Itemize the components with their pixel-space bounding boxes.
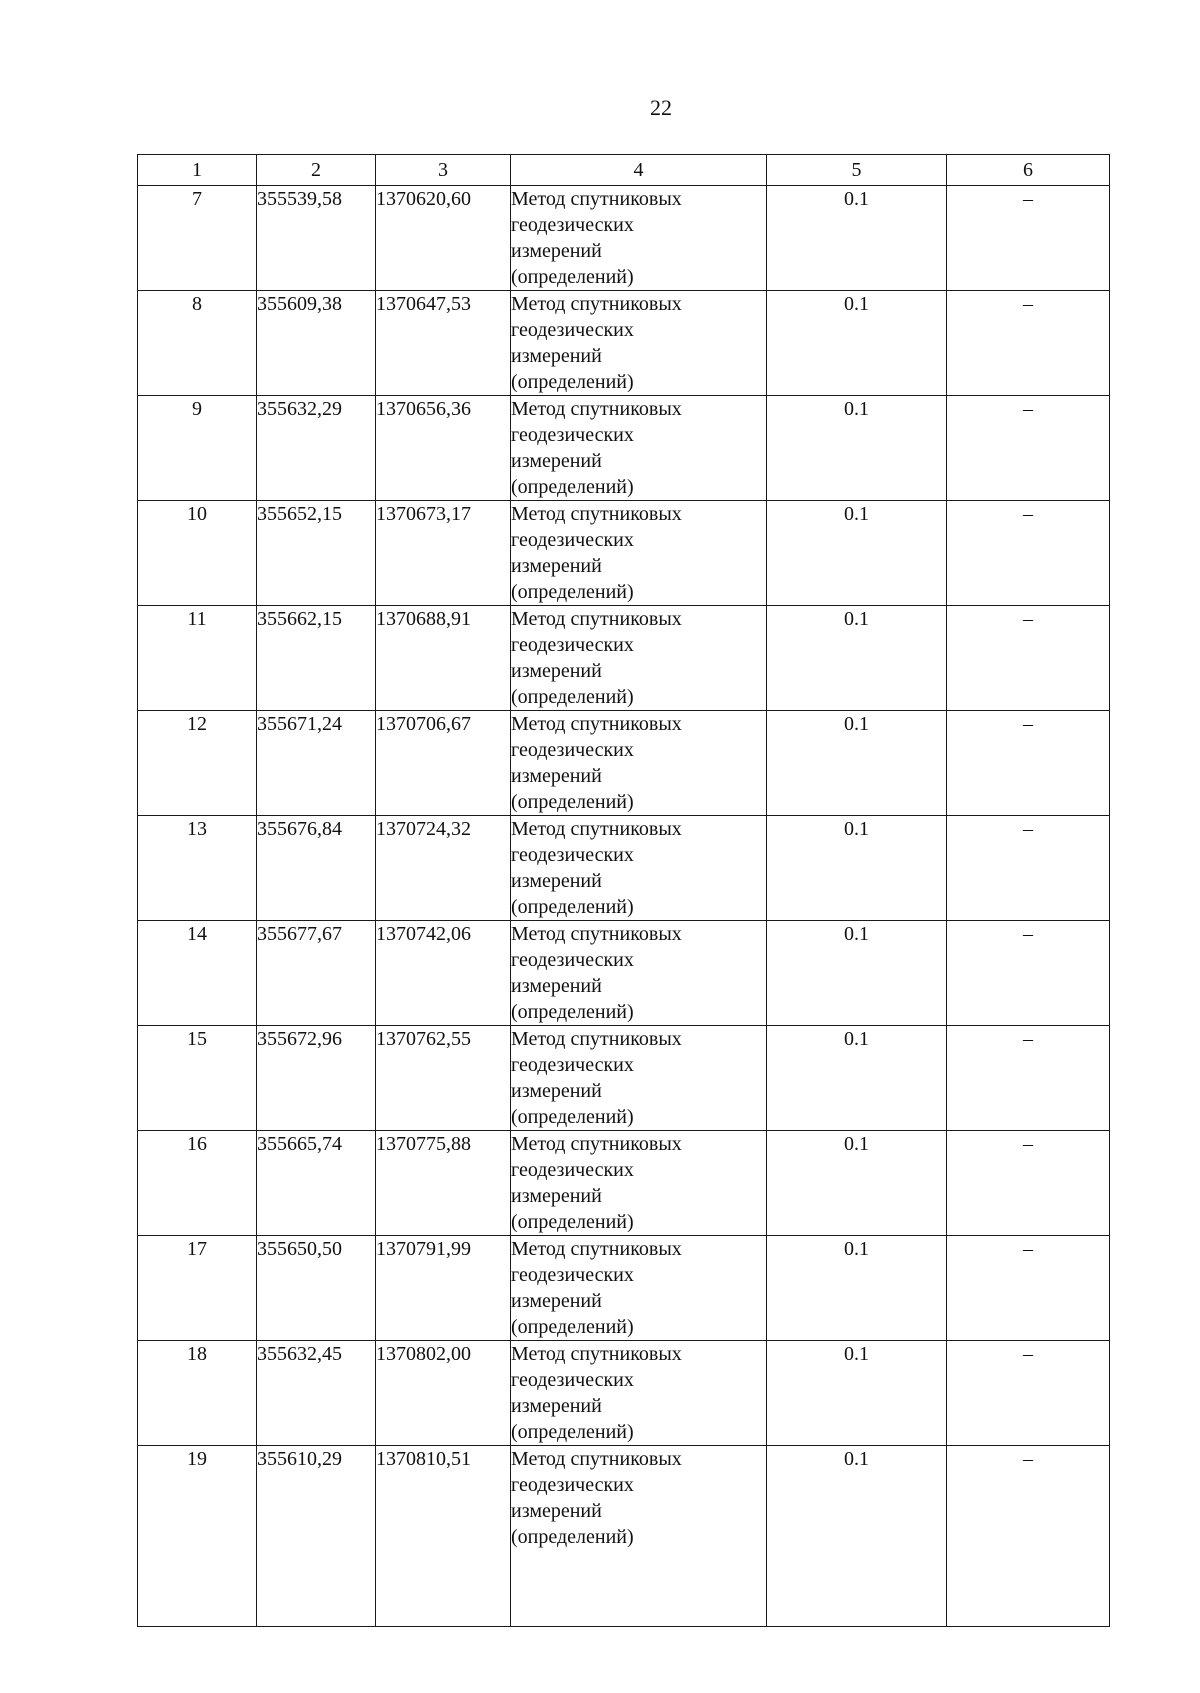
column-6-cell: – xyxy=(947,501,1110,606)
point-number-cell: 16 xyxy=(138,1131,257,1236)
y-coordinate-cell: 1370706,67 xyxy=(376,711,511,816)
point-number-cell: 15 xyxy=(138,1026,257,1131)
method-cell: Метод спутниковых геодезических измерений (определений) xyxy=(511,1341,767,1446)
y-coordinate-cell: 1370810,51 xyxy=(376,1446,511,1627)
column-6-cell: – xyxy=(947,1236,1110,1341)
method-cell: Метод спутниковых геодезических измерений (определений) xyxy=(511,1131,767,1236)
accuracy-cell: 0.1 xyxy=(767,711,947,816)
y-coordinate-cell: 1370791,99 xyxy=(376,1236,511,1341)
table-row xyxy=(138,1131,1110,1236)
method-cell: Метод спутниковых геодезических измерений (определений) xyxy=(511,816,767,921)
x-coordinate-cell: 355650,50 xyxy=(257,1236,376,1341)
table-row xyxy=(138,606,1110,711)
column-header-5: 5 xyxy=(767,155,947,186)
method-cell: Метод спутниковых геодезических измерений (определений) xyxy=(511,711,767,816)
table-row xyxy=(138,291,1110,396)
y-coordinate-cell: 1370775,88 xyxy=(376,1131,511,1236)
y-coordinate-cell: 1370688,91 xyxy=(376,606,511,711)
point-number-cell: 7 xyxy=(138,186,257,291)
accuracy-cell: 0.1 xyxy=(767,396,947,501)
method-cell: Метод спутниковых геодезических измерений (определений) xyxy=(511,1236,767,1341)
table-row xyxy=(138,711,1110,816)
point-number-cell: 12 xyxy=(138,711,257,816)
column-header-6: 6 xyxy=(947,155,1110,186)
point-number-cell: 13 xyxy=(138,816,257,921)
table-row xyxy=(138,816,1110,921)
accuracy-cell: 0.1 xyxy=(767,501,947,606)
x-coordinate-cell: 355632,45 xyxy=(257,1341,376,1446)
method-cell: Метод спутниковых геодезических измерений (определений) xyxy=(511,186,767,291)
table-row xyxy=(138,1236,1110,1341)
column-header-2: 2 xyxy=(257,155,376,186)
table-row xyxy=(138,186,1110,291)
y-coordinate-cell: 1370742,06 xyxy=(376,921,511,1026)
method-cell: Метод спутниковых геодезических измерений (определений) xyxy=(511,1446,767,1627)
y-coordinate-cell: 1370802,00 xyxy=(376,1341,511,1446)
method-cell: Метод спутниковых геодезических измерений (определений) xyxy=(511,606,767,711)
coordinates-table xyxy=(137,154,1110,1627)
y-coordinate-cell: 1370647,53 xyxy=(376,291,511,396)
accuracy-cell: 0.1 xyxy=(767,291,947,396)
column-6-cell: – xyxy=(947,396,1110,501)
table-row xyxy=(138,1026,1110,1131)
y-coordinate-cell: 1370673,17 xyxy=(376,501,511,606)
point-number-cell: 10 xyxy=(138,501,257,606)
accuracy-cell: 0.1 xyxy=(767,1341,947,1446)
column-6-cell: – xyxy=(947,1446,1110,1627)
table-row xyxy=(138,501,1110,606)
x-coordinate-cell: 355539,58 xyxy=(257,186,376,291)
method-cell: Метод спутниковых геодезических измерений (определений) xyxy=(511,921,767,1026)
column-6-cell: – xyxy=(947,1026,1110,1131)
column-6-cell: – xyxy=(947,606,1110,711)
column-6-cell: – xyxy=(947,1341,1110,1446)
x-coordinate-cell: 355665,74 xyxy=(257,1131,376,1236)
x-coordinate-cell: 355652,15 xyxy=(257,501,376,606)
column-6-cell: – xyxy=(947,1131,1110,1236)
method-cell: Метод спутниковых геодезических измерений (определений) xyxy=(511,1026,767,1131)
column-6-cell: – xyxy=(947,711,1110,816)
column-6-cell: – xyxy=(947,921,1110,1026)
x-coordinate-cell: 355632,29 xyxy=(257,396,376,501)
accuracy-cell: 0.1 xyxy=(767,1131,947,1236)
table-row xyxy=(138,1341,1110,1446)
point-number-cell: 17 xyxy=(138,1236,257,1341)
x-coordinate-cell: 355610,29 xyxy=(257,1446,376,1627)
point-number-cell: 18 xyxy=(138,1341,257,1446)
table-row xyxy=(138,921,1110,1026)
accuracy-cell: 0.1 xyxy=(767,1026,947,1131)
y-coordinate-cell: 1370620,60 xyxy=(376,186,511,291)
column-6-cell: – xyxy=(947,186,1110,291)
x-coordinate-cell: 355672,96 xyxy=(257,1026,376,1131)
x-coordinate-cell: 355677,67 xyxy=(257,921,376,1026)
x-coordinate-cell: 355671,24 xyxy=(257,711,376,816)
page-number: 22 xyxy=(650,95,672,120)
point-number-cell: 11 xyxy=(138,606,257,711)
y-coordinate-cell: 1370762,55 xyxy=(376,1026,511,1131)
table-header-row xyxy=(138,155,1110,186)
accuracy-cell: 0.1 xyxy=(767,606,947,711)
table-row xyxy=(138,1446,1110,1627)
y-coordinate-cell: 1370656,36 xyxy=(376,396,511,501)
method-cell: Метод спутниковых геодезических измерений (определений) xyxy=(511,396,767,501)
x-coordinate-cell: 355609,38 xyxy=(257,291,376,396)
point-number-cell: 8 xyxy=(138,291,257,396)
method-cell: Метод спутниковых геодезических измерений (определений) xyxy=(511,291,767,396)
column-6-cell: – xyxy=(947,291,1110,396)
accuracy-cell: 0.1 xyxy=(767,816,947,921)
column-header-3: 3 xyxy=(376,155,511,186)
point-number-cell: 19 xyxy=(138,1446,257,1627)
accuracy-cell: 0.1 xyxy=(767,921,947,1026)
point-number-cell: 14 xyxy=(138,921,257,1026)
x-coordinate-cell: 355662,15 xyxy=(257,606,376,711)
x-coordinate-cell: 355676,84 xyxy=(257,816,376,921)
y-coordinate-cell: 1370724,32 xyxy=(376,816,511,921)
accuracy-cell: 0.1 xyxy=(767,1236,947,1341)
column-header-1: 1 xyxy=(138,155,257,186)
accuracy-cell: 0.1 xyxy=(767,1446,947,1627)
point-number-cell: 9 xyxy=(138,396,257,501)
table-row xyxy=(138,396,1110,501)
column-header-4: 4 xyxy=(511,155,767,186)
method-cell: Метод спутниковых геодезических измерений (определений) xyxy=(511,501,767,606)
accuracy-cell: 0.1 xyxy=(767,186,947,291)
column-6-cell: – xyxy=(947,816,1110,921)
